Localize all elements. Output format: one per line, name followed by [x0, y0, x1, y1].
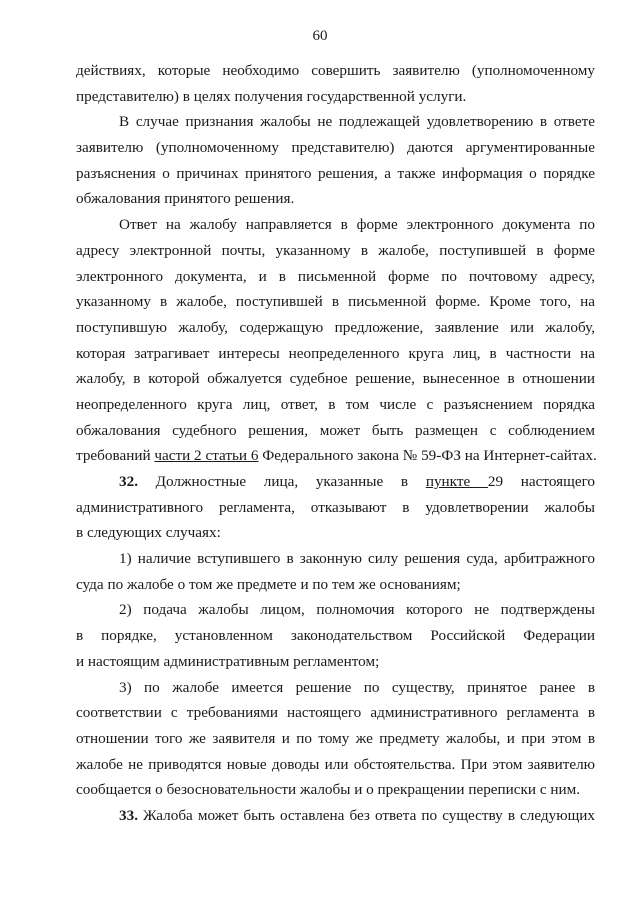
text-line: поступившую жалобу, содержащую предложение, заявление или жалобу,: [76, 318, 595, 336]
list-item-line: и настоящим административным регламентом;: [76, 652, 380, 670]
text-line: обжалования принятого решения.: [76, 190, 295, 208]
list-item-line: 1) наличие вступившего в законную силу решения суда, арбитражного: [119, 550, 595, 568]
item-link[interactable]: пункте: [425, 473, 488, 490]
list-item-line: в порядке, установленном законодательством Российской Федерации: [76, 627, 595, 645]
list-item-line: 3) по жалобе имеется решение по существу, принятое ранее в: [119, 678, 595, 696]
page-number: 60: [312, 28, 328, 44]
text-line: действиях, которые необходимо совершить заявителю (уполномоченному: [76, 62, 595, 79]
text-line: жалобу, в которой обжалуется судебное решение, вынесенное в отношении: [76, 370, 595, 388]
law-reference-line: требований части 2 статьи 6 Федерального закона № 59-ФЗ на Интернет-сайтах.: [76, 447, 597, 465]
item-32-line-1: 32. Должностные лица, указанные в пункте 29 настоящего: [119, 473, 596, 490]
text-line: обжалования судебного решения, может быть размещен с соблюдением: [76, 421, 595, 439]
text-line: электронного документа, и в письменной форме по почтовому адресу,: [76, 267, 595, 285]
text-line: адресу электронной почты, указанному в жалобе, поступившей в форме: [76, 241, 595, 259]
document-body: [76, 58, 595, 829]
list-item-line: суда по жалобе о том же предмете и по тем же основаниям;: [76, 575, 461, 593]
list-item-line: 2) подача жалобы лицом, полномочия которого не подтверждены: [119, 601, 595, 619]
text-line: Ответ на жалобу направляется в форме электронного документа по: [119, 216, 595, 234]
text-line: которая затрагивает интересы неопределенного круга лиц, в частности на: [76, 344, 595, 362]
text-line: указанному в жалобе, поступившей в письменной форме. Кроме того, на: [76, 293, 595, 311]
list-item-line: отношении того же заявителя и по тому же предмету жалобы, и при этом в: [76, 729, 595, 747]
text-line: неопределенного круга лиц, ответ, в том числе с разъяснением порядка: [76, 395, 595, 413]
list-item-line: соответствии с требованиями настоящего административного регламента в: [76, 704, 595, 722]
paragraph-block-1: [76, 58, 595, 443]
list-item-line: жалобе не приводятся новые доводы или обстоятельства. При этом заявителю: [76, 755, 595, 773]
item-32-number: 32.: [119, 473, 138, 490]
law-link[interactable]: части 2 статьи 6: [154, 447, 259, 465]
item-33-line-1: 33. Жалоба может быть оставлена без ответа по существу в следующих: [119, 806, 595, 824]
item-32-line-3: в следующих случаях:: [76, 524, 221, 542]
list-item-line: сообщается о безосновательности жалобы и о прекращении переписки с ним.: [76, 781, 581, 799]
text-line: заявителю (уполномоченному представителю) даются аргументированные: [76, 139, 595, 157]
text-line: В случае признания жалобы не подлежащей удовлетворению в ответе: [119, 113, 595, 131]
text-line: представителю) в целях получения государственной услуги.: [76, 87, 467, 105]
item-33-number: 33.: [119, 806, 138, 824]
text-line: разъяснения о причинах принятого решения, а также информация о порядке: [76, 164, 595, 182]
item-32-line-2: административного регламента, отказывают в удовлетворении жалобы: [76, 498, 595, 516]
paragraph-block-2: [76, 546, 595, 803]
